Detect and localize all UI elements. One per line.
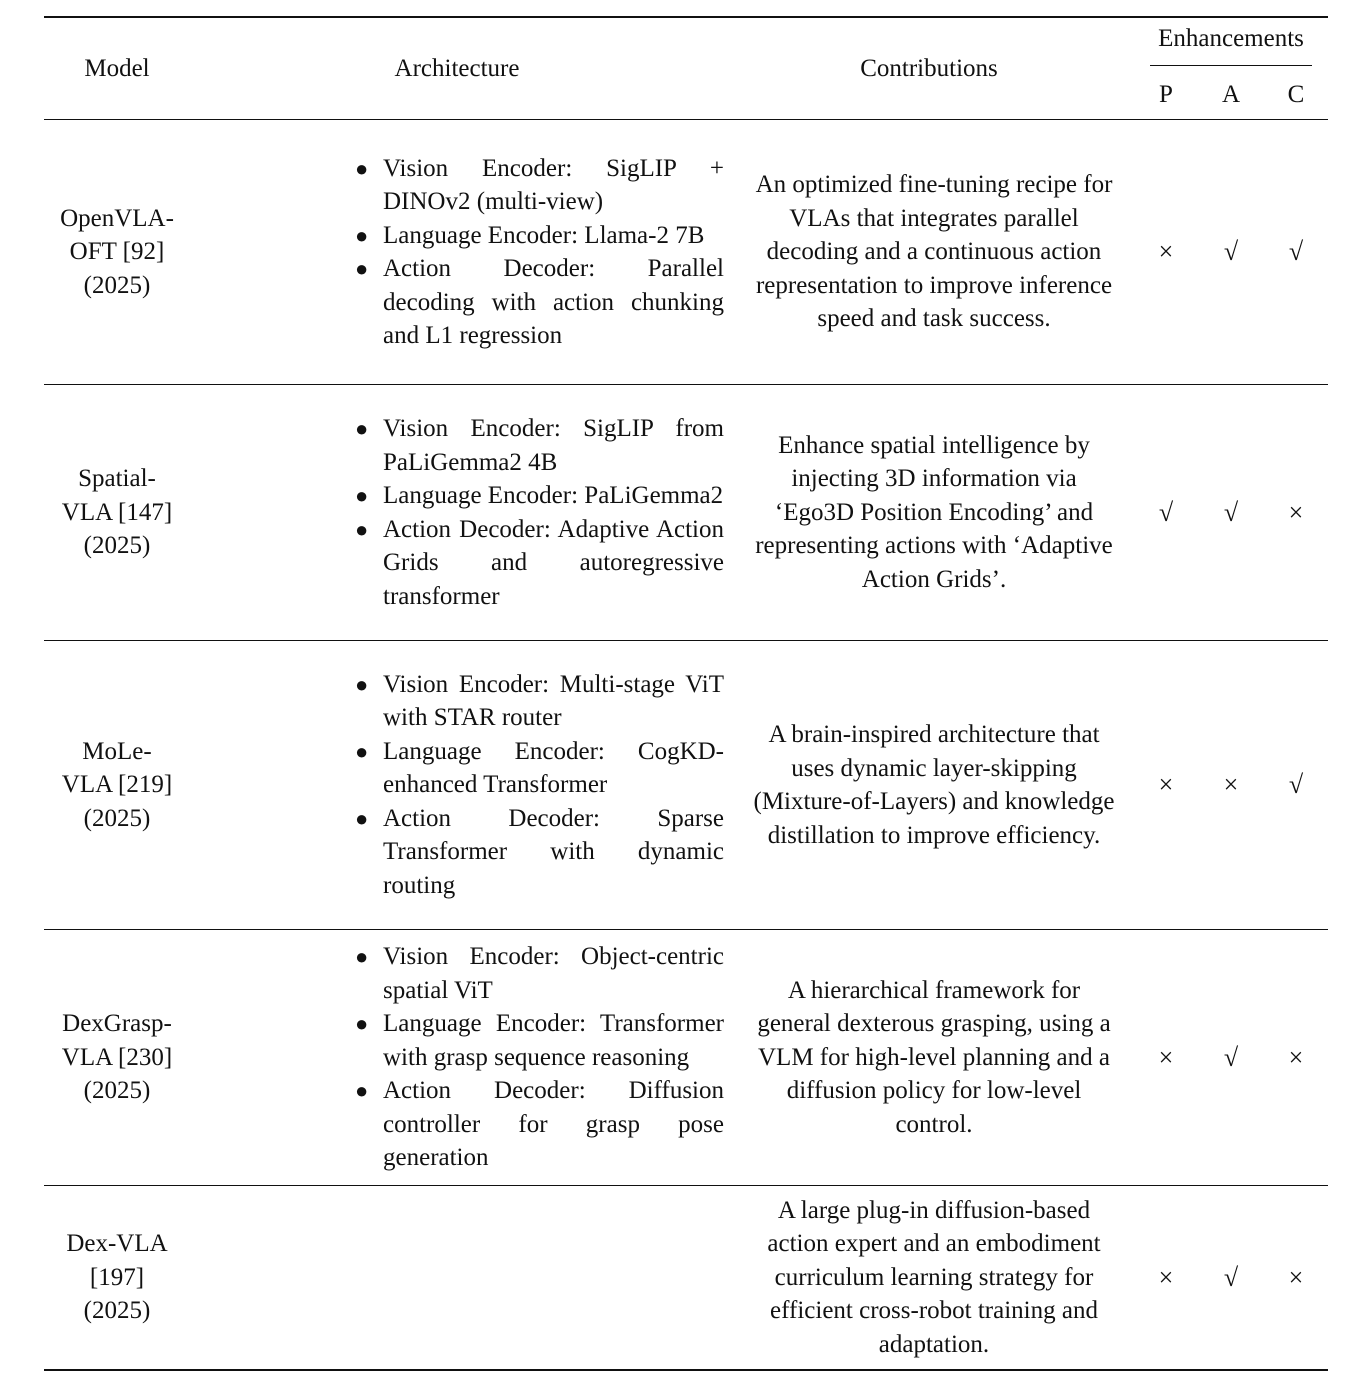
mark-p: × (1158, 1262, 1174, 1292)
architecture-list (352, 668, 724, 903)
bullet-icon: ● (355, 738, 369, 764)
model-line: (2025) (83, 532, 151, 560)
architecture-item (352, 735, 724, 802)
architecture-item (352, 252, 724, 353)
architecture-item (352, 940, 724, 1007)
table-row (44, 385, 1328, 641)
architecture-item-text: Action Decoder: Diffusion controller for grasp pose generation (383, 1077, 724, 1172)
header-architecture: Architecture (190, 17, 724, 120)
mark-c: √ (1288, 237, 1304, 267)
mark-p: × (1158, 1042, 1174, 1072)
mark-c: √ (1288, 770, 1304, 800)
architecture-item-text: Vision Encoder: Object-centric spatial ViT (383, 943, 724, 1004)
mark-a: √ (1223, 1262, 1239, 1292)
architecture-item (352, 412, 724, 479)
model-cell (44, 930, 190, 1186)
model-line: DexGrasp- (62, 1010, 172, 1038)
architecture-item (352, 1007, 724, 1074)
model-line: Dex-VLA (66, 1230, 168, 1257)
architecture-list (352, 152, 724, 353)
architecture-item-text: Action Decoder: Adaptive Action Grids and autoregressive transformer (383, 515, 724, 610)
mark-c: × (1288, 1262, 1304, 1292)
architecture-cell (190, 120, 724, 385)
bullet-icon: ● (355, 671, 369, 697)
mark-a: √ (1223, 1042, 1239, 1072)
model-line: VLA [147] (61, 498, 173, 526)
architecture-item-text: Language Encoder: Llama-2 7B (383, 221, 705, 249)
model-cell (44, 1186, 190, 1370)
header-contributions: Contributions (724, 17, 1134, 120)
mark-a: √ (1223, 237, 1239, 267)
header-model: Model (44, 17, 190, 120)
model-line: [197] (89, 1263, 145, 1291)
contribution-cell: A large plug-in diffusion-based action expert and an embodiment curriculum learning strategy for efficient cross-robot training and adaptation. (767, 1196, 1101, 1358)
table-body (44, 120, 1328, 1370)
architecture-list (352, 940, 724, 1175)
model-line: Spatial- (78, 465, 156, 493)
contribution-cell: A hierarchical framework for general dexterous grasping, using a VLM for high-level planning and a diffusion policy for low-level control. (757, 976, 1111, 1138)
model-cell (44, 641, 190, 930)
architecture-item (352, 1074, 724, 1175)
vla-table (44, 16, 1328, 1371)
bullet-icon: ● (355, 1011, 369, 1037)
architecture-item (352, 152, 724, 219)
contribution-cell: An optimized fine-tuning recipe for VLAs that integrates parallel decoding and a continuous action representation to improve inference speed and task success. (755, 171, 1113, 333)
architecture-item-text: Vision Encoder: Multi-stage ViT with STAR router (383, 670, 724, 732)
bullet-icon: ● (355, 256, 369, 281)
architecture-item (352, 479, 724, 513)
architecture-item-text: Language Encoder: CogKD-enhanced Transformer (383, 737, 724, 799)
mark-p: × (1158, 237, 1174, 267)
mark-a: × (1223, 770, 1239, 800)
mark-a: √ (1223, 497, 1239, 527)
contribution-cell: A brain-inspired architecture that uses dynamic layer-skipping (Mixture-of-Layers) and knowledge distillation to improve efficiency. (753, 721, 1115, 849)
header-a: A (1221, 80, 1241, 108)
architecture-item (352, 802, 724, 903)
architecture-item (352, 219, 724, 253)
model-cell (44, 385, 190, 641)
mark-p: × (1158, 770, 1174, 800)
architecture-cell (190, 930, 724, 1186)
architecture-list (352, 412, 724, 613)
bullet-icon: ● (355, 516, 369, 542)
architecture-cell (190, 385, 724, 641)
header-enhancements-label: Enhancements (1150, 22, 1312, 67)
bullet-icon: ● (355, 805, 369, 831)
bullet-icon: ● (355, 155, 369, 181)
architecture-item-text: Vision Encoder: SigLIP from PaLiGemma2 4B (383, 415, 724, 476)
header-enhancements (1134, 17, 1328, 70)
model-line: (2025) (83, 1077, 151, 1105)
bullet-icon: ● (355, 483, 369, 508)
mark-p: √ (1158, 497, 1174, 527)
model-line: (2025) (83, 271, 151, 299)
table-row (44, 120, 1328, 385)
model-line: MoLe- (82, 737, 152, 765)
contribution-cell: Enhance spatial intelligence by injecting 3D information via ‘Ego3D Position Encoding’ and representing actions with ‘Adaptive Action Grids’. (755, 431, 1113, 593)
model-line: (2025) (83, 1297, 151, 1324)
model-cell (44, 120, 190, 385)
bullet-icon: ● (355, 222, 369, 248)
mark-c: × (1288, 497, 1304, 527)
table-row (44, 930, 1328, 1186)
architecture-item-text: Language Encoder: PaLiGemma2 (383, 482, 724, 509)
table-row (44, 641, 1328, 930)
bullet-icon: ● (355, 416, 369, 441)
mark-c: × (1288, 1042, 1304, 1072)
architecture-item (352, 668, 724, 735)
model-line: VLA [230] (61, 1043, 173, 1071)
model-line: VLA [219] (61, 771, 173, 799)
architecture-cell (190, 1186, 724, 1370)
comparison-table (44, 16, 1328, 1371)
bullet-icon: ● (355, 944, 369, 970)
architecture-item-text: Action Decoder: Parallel decoding with action chunking and L1 regression (383, 255, 724, 349)
architecture-cell (190, 641, 724, 930)
architecture-item (352, 513, 724, 614)
table-row (44, 1186, 1328, 1370)
bullet-icon: ● (355, 1078, 369, 1104)
model-line: OpenVLA- (60, 204, 174, 232)
header-p: P (1159, 80, 1173, 108)
architecture-item-text: Language Encoder: Transformer with grasp sequence reasoning (383, 1010, 724, 1071)
model-line: (2025) (83, 804, 151, 832)
architecture-item-text: Vision Encoder: SigLIP + DINOv2 (multi-view) (383, 154, 724, 215)
model-line: OFT [92] (69, 238, 165, 266)
architecture-item-text: Action Decoder: Sparse Transformer with dynamic routing (383, 804, 724, 899)
header-c: C (1287, 80, 1305, 108)
